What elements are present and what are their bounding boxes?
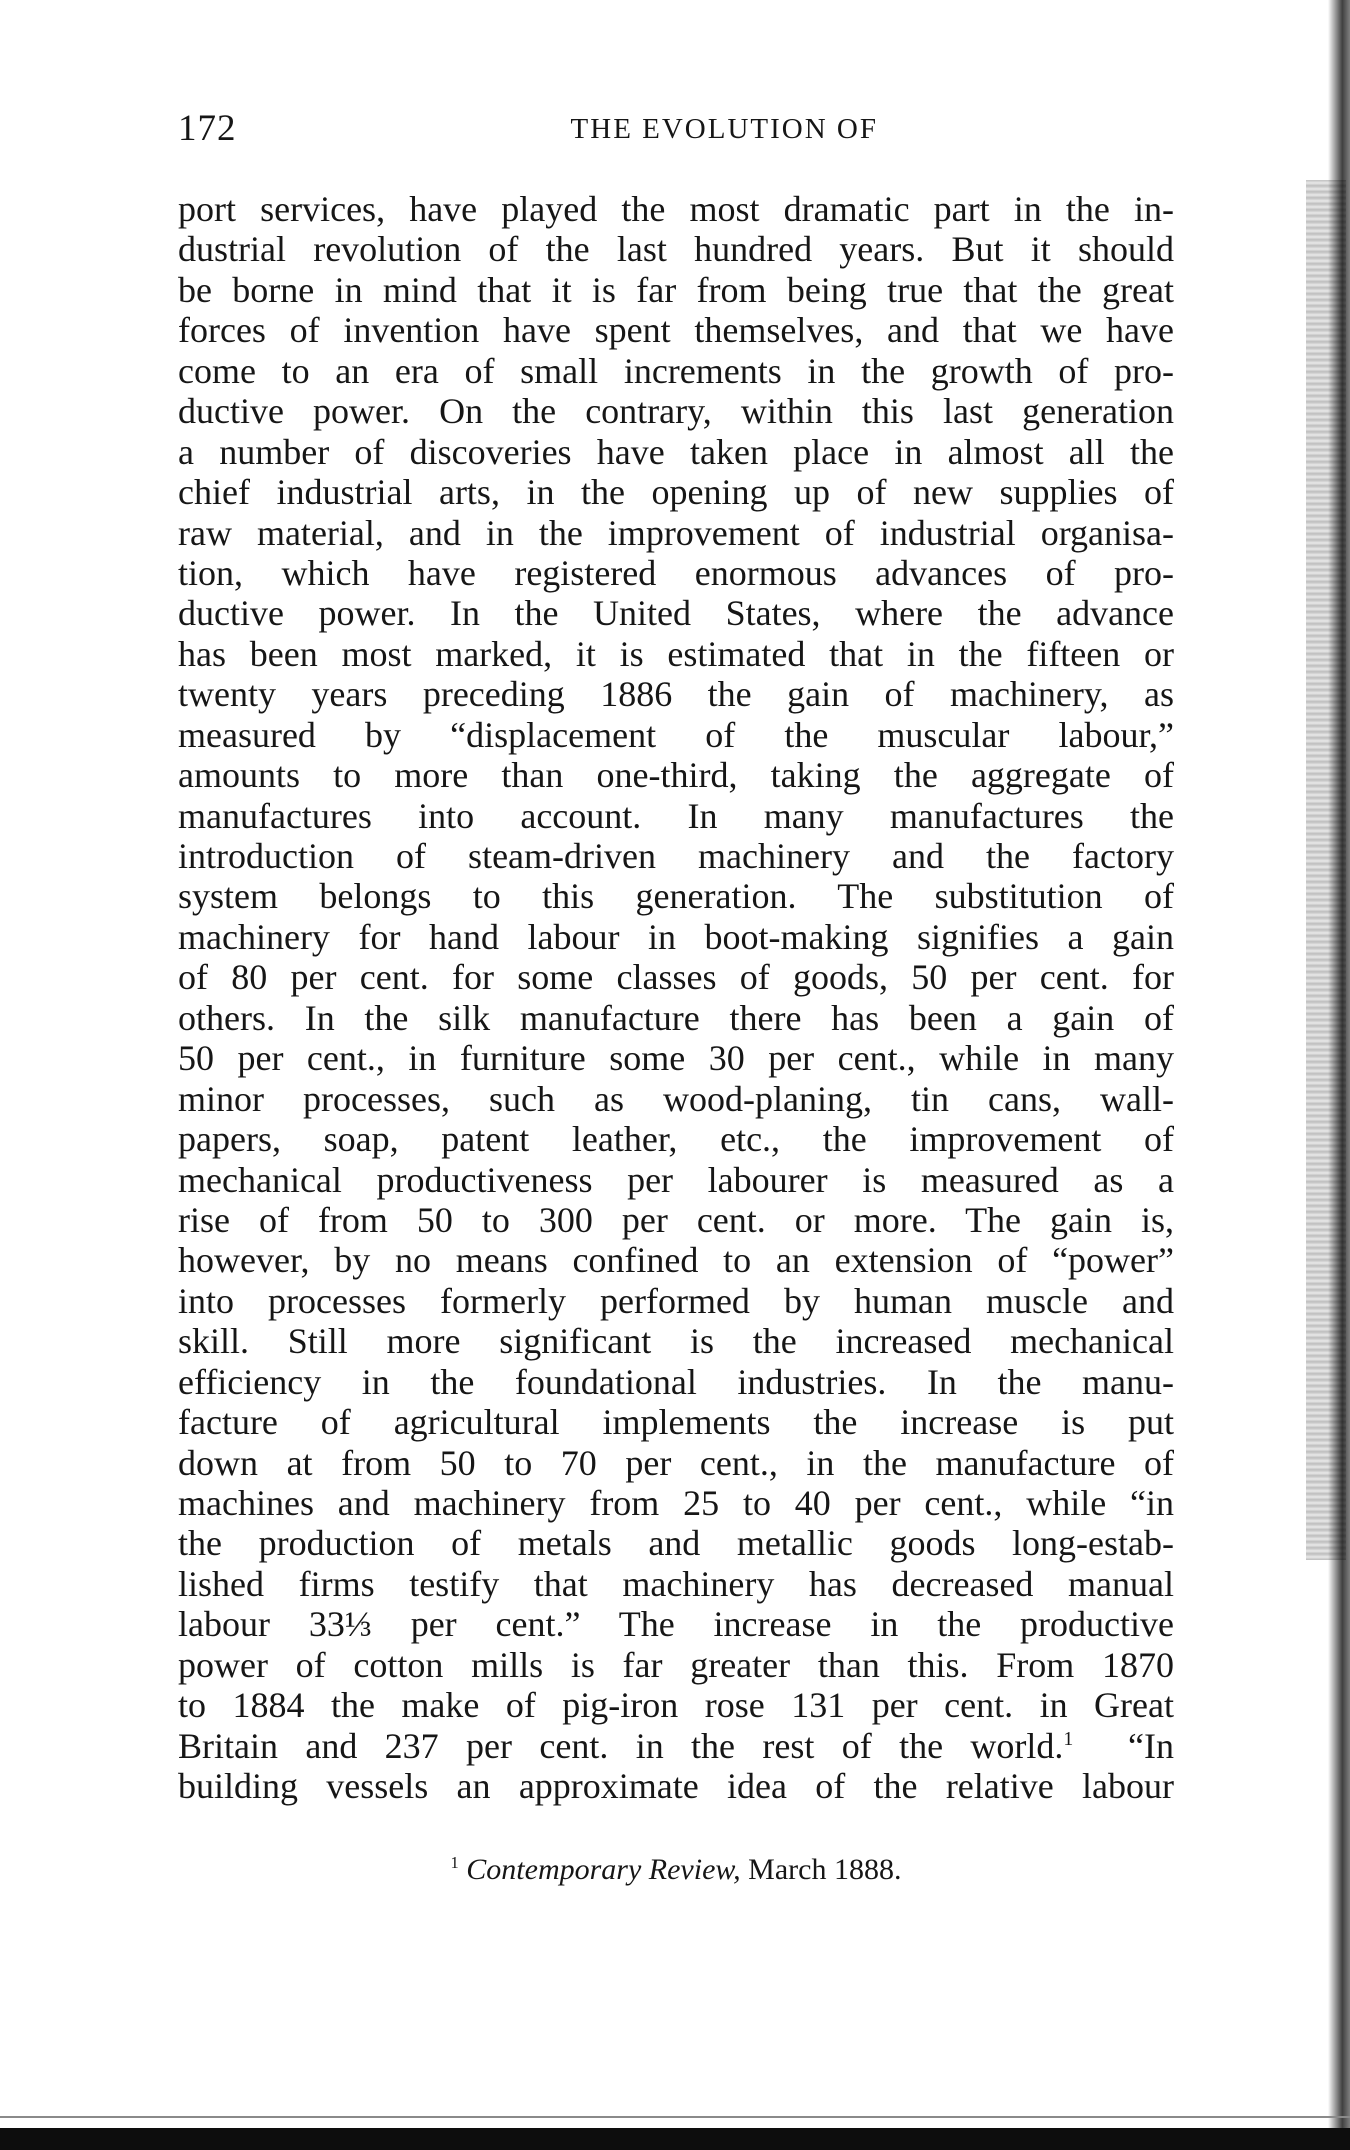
text-line: port services, have played the most dramatic part in the in-: [178, 189, 1174, 229]
text-line: introduction of steam-driven machinery and the factory: [178, 836, 1174, 876]
text-line: amounts to more than one-third, taking the aggregate of: [178, 755, 1174, 796]
text-line: 50 per cent., in furniture some 30 per cent., while in many: [178, 1038, 1174, 1079]
text-line: lished firms testify that machinery has decreased manual: [178, 1563, 1174, 1604]
text-line: to 1884 the make of pig-iron rose 131 per cent. in Great: [178, 1685, 1174, 1726]
text-line: into processes formerly performed by human muscle and: [178, 1280, 1174, 1321]
text-line: power of cotton mills is far greater than this. From 1870: [178, 1644, 1174, 1685]
text-line: ductive power. In the United States, where the advance: [178, 593, 1174, 634]
body-text: [178, 189, 1174, 1807]
text-line-with-footnote-ref: [178, 1726, 1174, 1766]
text-line: however, by no means confined to an extension of “power”: [178, 1240, 1174, 1281]
text-line: dustrial revolution of the last hundred years. But it should: [178, 229, 1174, 270]
text-line: has been most marked, it is estimated that in the fifteen or: [178, 633, 1174, 674]
text-line: mechanical productiveness per labourer is measured as a: [178, 1159, 1174, 1200]
text-line: system belongs to this generation. The substitution of: [178, 876, 1174, 917]
page-header: [178, 106, 1174, 152]
footnote-reference-marker: 1: [1063, 1727, 1074, 1750]
text-line: machinery for hand labour in boot-making signifies a gain: [178, 916, 1174, 957]
text-line: a number of discoveries have taken place in almost all the: [178, 431, 1174, 472]
text-line: the production of metals and metallic goods long-estab-: [178, 1523, 1174, 1564]
footnote-marker: 1: [450, 1853, 459, 1872]
text-line: skill. Still more significant is the increased mechanical: [178, 1321, 1174, 1362]
text-line: measured by “displacement of the muscular labour,”: [178, 714, 1174, 755]
text-line-tail: “In: [1128, 1725, 1174, 1766]
text-line: efficiency in the foundational industries. In the manu-: [178, 1361, 1174, 1402]
text-line: rise of from 50 to 300 per cent. or more. The gain is,: [178, 1199, 1174, 1240]
text-line: manufactures into account. In many manufactures the: [178, 795, 1174, 836]
footnote-source-title: Contemporary Review,: [466, 1853, 741, 1886]
text-line-main: Britain and 237 per cent. in the rest of the world.: [178, 1725, 1064, 1766]
text-line: papers, soap, patent leather, etc., the improvement of: [178, 1119, 1174, 1160]
bottom-rule: [0, 2116, 1350, 2118]
footnote-date: March 1888.: [748, 1853, 902, 1886]
text-line: others. In the silk manufacture there has been a gain of: [178, 997, 1174, 1038]
running-head: THE EVOLUTION OF: [570, 113, 878, 145]
page-number: 172: [178, 108, 237, 149]
text-line: come to an era of small increments in the growth of pro-: [178, 350, 1174, 391]
text-line: of 80 per cent. for some classes of goods, 50 per cent. for: [178, 957, 1174, 998]
text-line: building vessels an approximate idea of the relative labour: [178, 1766, 1174, 1807]
text-line: ductive power. On the contrary, within this last generation: [178, 391, 1174, 432]
text-line: chief industrial arts, in the opening up of new supplies of: [178, 472, 1174, 513]
text-line: raw material, and in the improvement of industrial organisa-: [178, 512, 1174, 553]
text-line: be borne in mind that it is far from being true that the great: [178, 269, 1174, 310]
text-line: tion, which have registered enormous advances of pro-: [178, 552, 1174, 593]
scan-bottom-edge: [0, 2128, 1350, 2150]
text-line: twenty years preceding 1886 the gain of machinery, as: [178, 674, 1174, 715]
footnote: [178, 1850, 1174, 1890]
page-edge-texture: [1306, 180, 1346, 1560]
text-line: machines and machinery from 25 to 40 per cent., while “in: [178, 1483, 1174, 1523]
text-line: labour 33⅓ per cent.” The increase in the productive: [178, 1604, 1174, 1645]
text-line: facture of agricultural implements the increase is put: [178, 1402, 1174, 1443]
text-line: minor processes, such as wood-planing, tin cans, wall-: [178, 1078, 1174, 1119]
text-line: down at from 50 to 70 per cent., in the manufacture of: [178, 1442, 1174, 1483]
text-line: forces of invention have spent themselves, and that we have: [178, 310, 1174, 351]
